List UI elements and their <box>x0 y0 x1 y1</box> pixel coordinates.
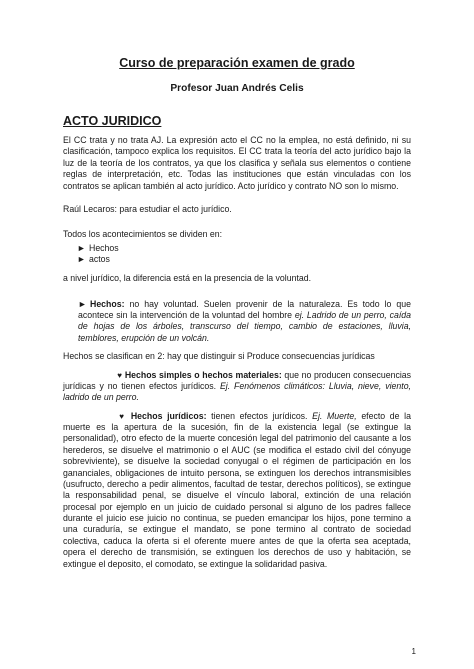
heart-icon: ♥ <box>117 370 123 380</box>
arrow-icon: ► <box>78 298 87 309</box>
hechos-simples-paragraph: ♥ Hechos simples o hechos materiales: que no producen consecuencias jurídicas y no tienen efectos jurídicos. Ej. Fenómenos climáticos: Lluvia, nieve, viento, ladrido de un perro. <box>63 369 411 403</box>
list-item: ► actos <box>77 254 110 265</box>
arrow-icon: ► <box>77 242 86 253</box>
document-subtitle: Profesor Juan Andrés Celis <box>170 83 304 94</box>
hechos-simples-example: Ej. Fenómenos climáticos: Lluvia, nieve, viento, ladrido de un perro. <box>63 380 411 403</box>
classification-paragraph: Hechos se clasifican en 2: hay que distinguir si Produce consecuencias jurídicas <box>63 351 375 362</box>
page-number: 1 <box>411 647 416 656</box>
division-paragraph: Todos los acontecimientos se dividen en: <box>63 229 223 240</box>
difference-paragraph: a nivel jurídico, la diferencia está en la presencia de la voluntad. <box>63 273 312 284</box>
hechos-paragraph: ► Hechos: no hay voluntad. Suelen provenir de la naturaleza. Es todo lo que acontece sin la intervención de la voluntad del hombre ej. Ladrido de un perro, caída de hojas de los árboles, transcurso del tiempo, cambio de estaciones, lluvia, temblores, erupción de un volcán. <box>78 298 411 343</box>
lecaros-paragraph: Raúl Lecaros: para estudiar el acto jurídico. <box>63 203 232 214</box>
event-types-list <box>63 243 411 267</box>
intro-paragraph: El CC trata y no trata AJ. La expresión acto el CC no la emplea, no está definido, ni su clasificación, tampoco explica los requisitos. El CC trata la teoría del acto jurídico bajo la luz de la teoría de los contratos, ya que los clasifica y señala sus elementos o contiene reglas de interpretación, etc. Todas las instituciones que están vinculadas con los contratos se aplican también al acto jurídico. Acto jurídico y contrato NO son lo mismo. <box>63 135 411 191</box>
document-title: Curso de preparación examen de grado <box>119 56 355 70</box>
section-heading: ACTO JURIDICO <box>63 114 162 128</box>
hechos-juridicos-example: Ej. Muerte, <box>312 410 357 421</box>
hechos-juridicos-label: Hechos jurídicos: <box>130 410 207 421</box>
heart-icon: ♥ <box>117 411 127 421</box>
list-item: ► Hechos <box>77 242 119 253</box>
document-page <box>0 56 474 669</box>
hechos-label: Hechos: <box>90 298 125 309</box>
hechos-juridicos-paragraph: ♥ Hechos jurídicos: tienen efectos jurídicos. Ej. Muerte, efecto de la muerte es la apertura de la sucesión, fin de la existencia legal (se extingue la personalidad), otro efecto de la muerte concesión legal del patrimonio del causante a los herederos, se disuelve el matrimonio o el AUC (se modifica el estado civil del cónyuge sobreviviente), se disuelve la sociedad conyugal o el régimen de participación en los gananciales, obligaciones de intuito persona, se extinguen los derechos intransmisibles (usufructo, derecho a pedir alimentos, facultad de testar, derechos políticos), se extingue la responsabilidad penal, se disuelve el vínculo laboral, extinción de una relación procesal por ejemplo en un juicio de cuidado personal si alguno de los padres fallece durante el juicio ese juicio no continua, se pueden emancipar los hijos, pone termino a una curaduría, se extingue el mandato, se pone termino al contrato de sociedad colectiva, caduca la oferta si el oferente muere antes de que la oferta sea aceptada, opera el derecho de transmisión, se extinguen los derechos de uso y habitación, se extingue el deposito, el comodato, se extingue la solidaridad pasiva. <box>63 410 411 569</box>
arrow-icon: ► <box>77 254 86 265</box>
hechos-simples-label: Hechos simples o hechos materiales: <box>124 369 282 380</box>
hechos-example: ej. Ladrido de un perro, caída de hojas de los árboles, transcurso del tiempo, cambio de estaciones, lluvia, temblores, erupción de un volcán. <box>78 310 411 343</box>
